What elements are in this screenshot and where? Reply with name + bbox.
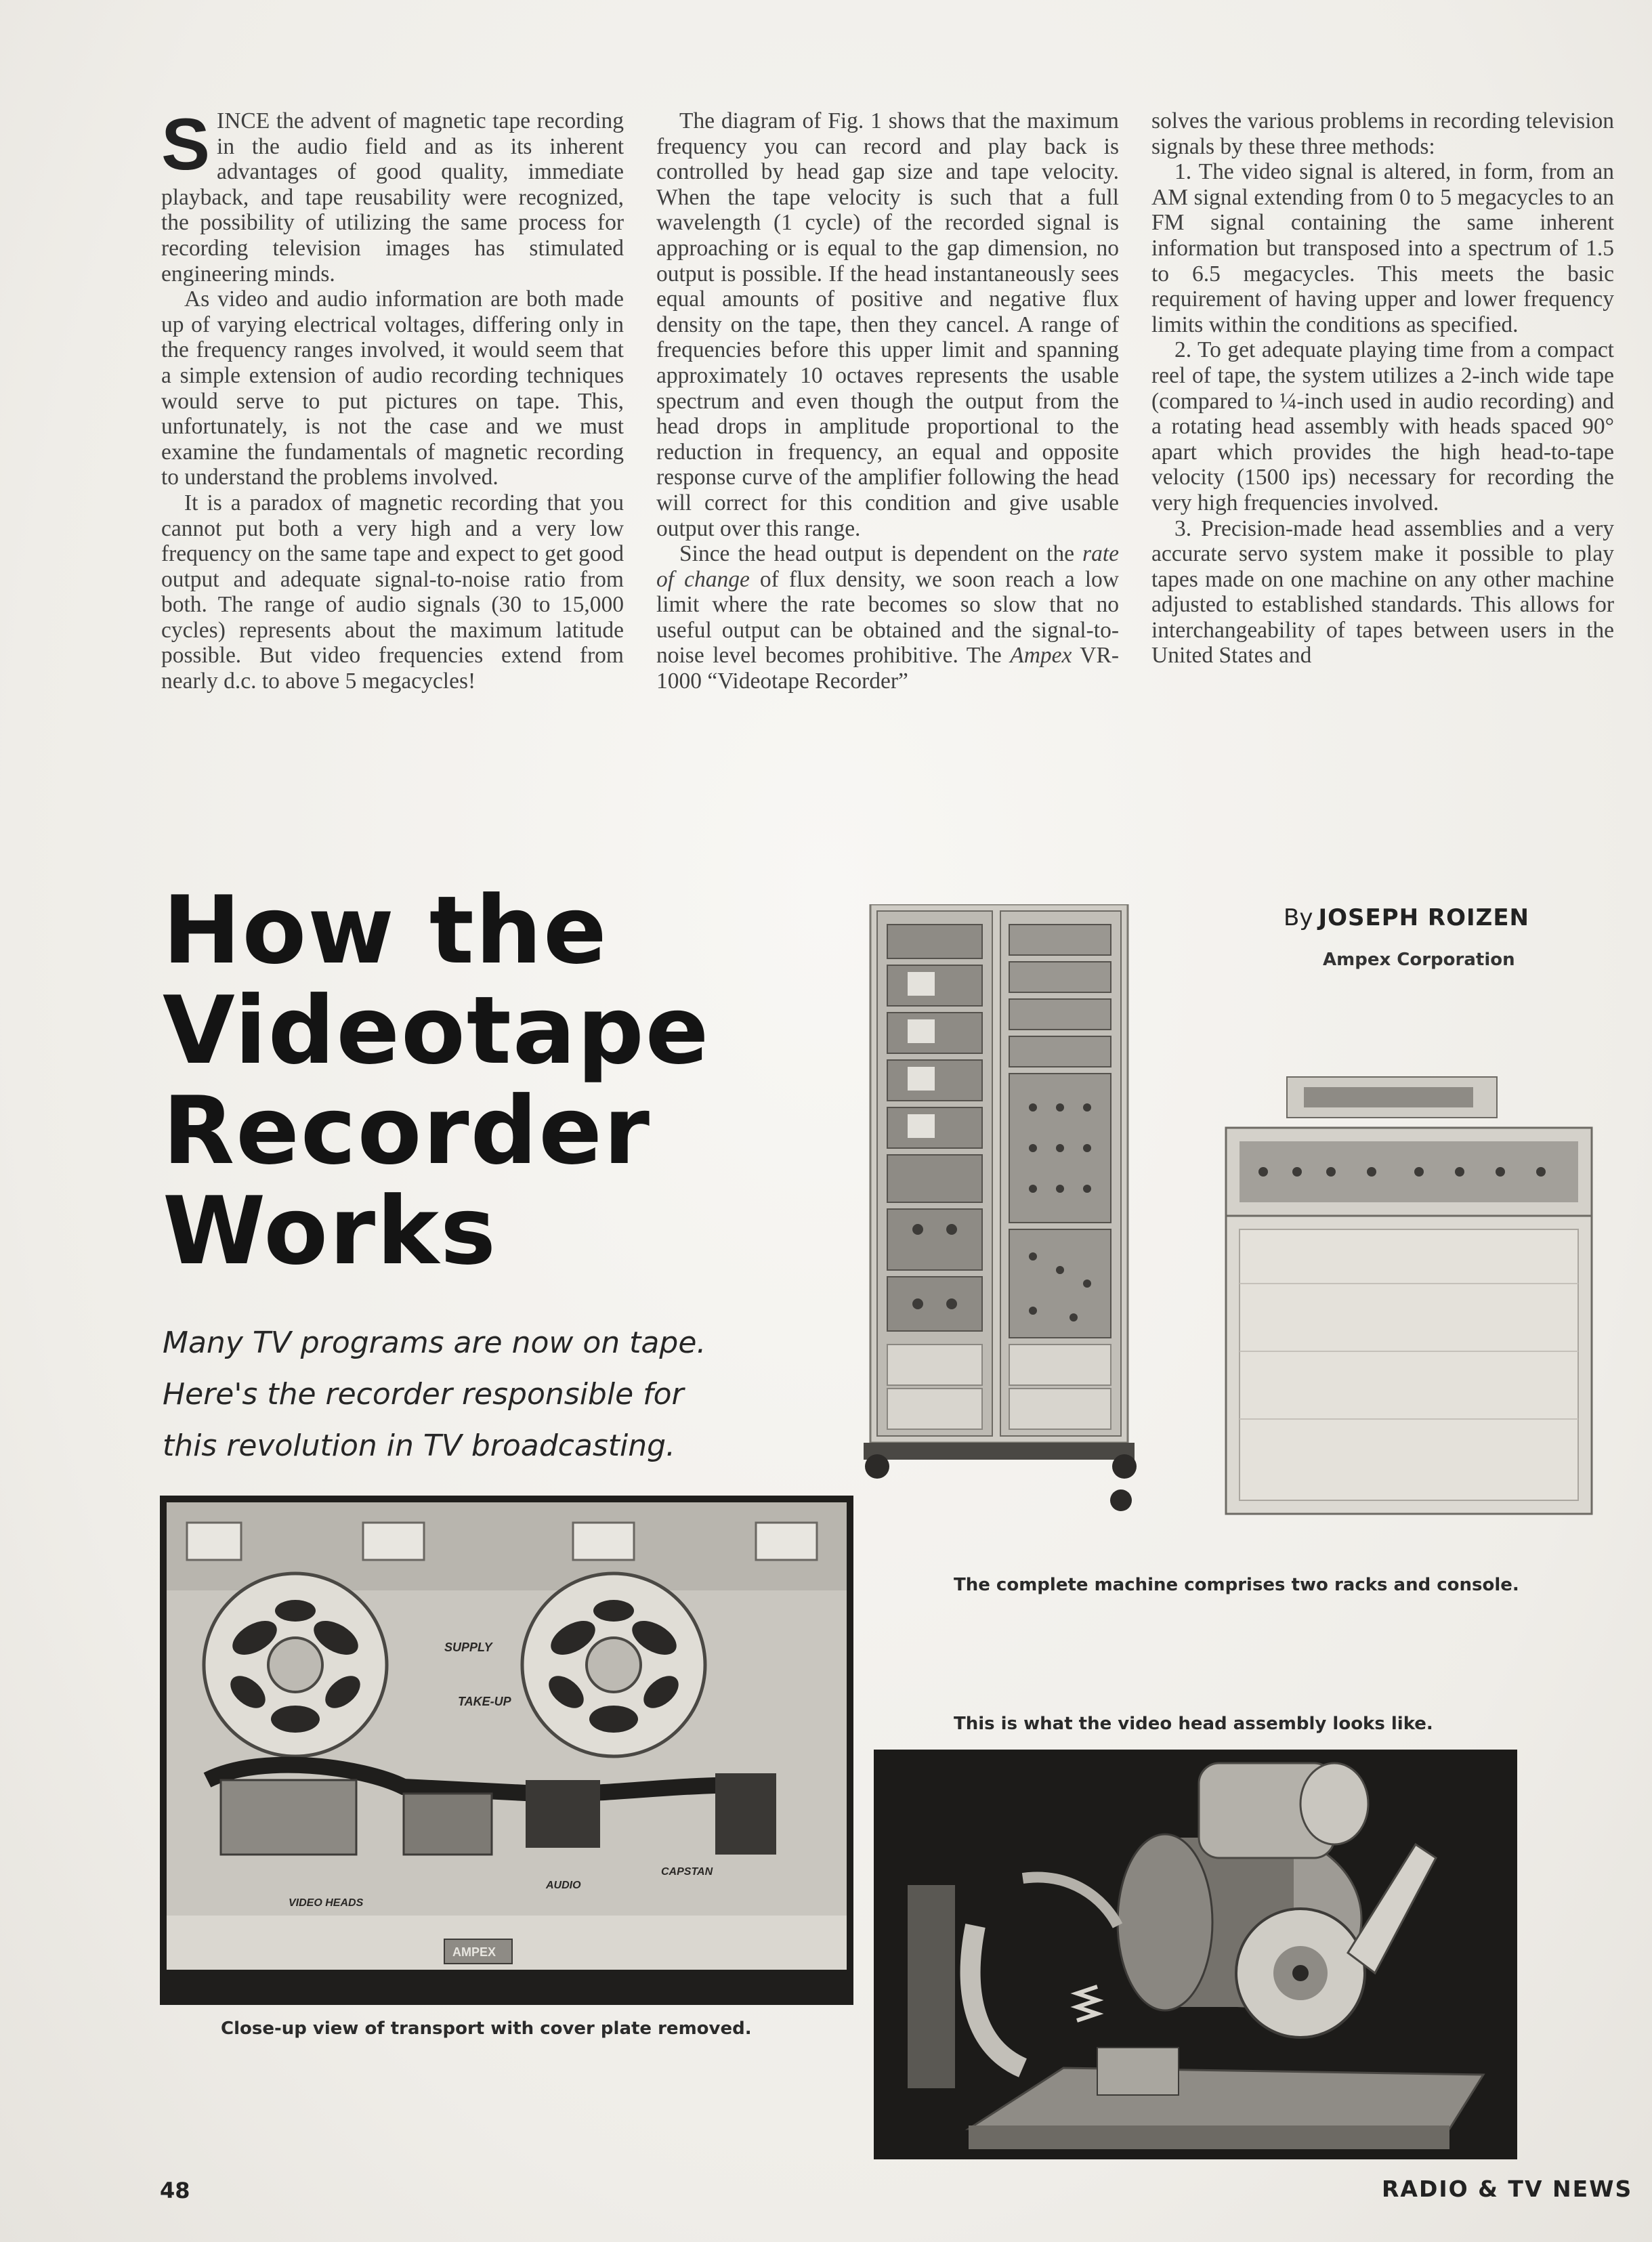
dek-line-2: Here's the recorder responsible for <box>163 1377 684 1412</box>
article-headline <box>163 876 772 1286</box>
article-column-1 <box>161 103 624 694</box>
transport-photo <box>160 1496 853 2005</box>
col2-p2-emphasis: rate of change <box>656 541 1120 592</box>
label-video-heads: VIDEO HEADS <box>289 1897 364 1909</box>
article-dek <box>163 1317 718 1472</box>
byline-by: By <box>1284 904 1313 931</box>
col2-p2-text-c: VR-1000 “Videotape Recorder” <box>656 643 1119 694</box>
col2-paragraph-2 <box>656 541 1119 694</box>
col2-p2-brand: Ampex <box>1010 643 1072 669</box>
label-brand: AMPEX <box>452 1945 496 1959</box>
col1-paragraph-3: It is a paradox of magnetic recording that you cannot put both a very high and a very low frequency on the same tape and expect to get good output and adequate signal-to-noise ratio from both. The range of audio signals (30 to 15,000 cycles) represents about the maximum latitude possible. But video frequencies extend from nearly d.c. to above 5 megacycles! <box>161 490 624 694</box>
headline-line-2: Videotape <box>163 976 711 1085</box>
col3-paragraph-3: 2. To get adequate playing time from a compact reel of tape, the system utilizes a 2-inch wide tape (compared to ¼-inch used in audio recording) and a rotating head assembly with heads spaced 90° apart which provides the high head-to-tape velocity (1500 ips) necessary for recording the very high frequencies involved. <box>1151 337 1614 515</box>
label-capstan: CAPSTAN <box>661 1866 713 1878</box>
col2-p2-text-a: Since the head output is dependent on the <box>679 541 1074 567</box>
col3-paragraph-2: 1. The video signal is altered, in form, from an AM signal extending from 0 to 5 megacycles to an FM signal containing the same inherent information but transposed into a spectrum of 1.5 to 6.5 megacycles. This meets the basic requirement of having upper and lower frequency limits within the conditions as specified. <box>1151 159 1614 337</box>
col3-paragraph-1: solves the various problems in recording television signals by these three methods: <box>1151 108 1614 159</box>
col2-paragraph-1: The diagram of Fig. 1 shows that the maximum frequency you can record and play back is controlled by head gap size and tape velocity. When the tape velocity is such that a full wavelength (1 cycle) of the recorded signal is approaching or is equal to the gap dimension, no output is possible. If the head instantaneously sees equal amounts of positive and negative flux density on the tape, then they cancel. A range of frequencies before this upper limit and spanning approximately 10 octaves represents the usable spectrum and even though the output from the head drops in amplitude proportional to the reduction in frequency, an equal and opposite response curve of the amplifier following the head will correct for this condition and give usable output over this range. <box>656 108 1119 541</box>
label-takeup: TAKE-UP <box>458 1695 511 1708</box>
caption-transport: Close-up view of transport with cover plate removed. <box>221 2018 752 2039</box>
headline-line-4: Works <box>163 1177 498 1286</box>
page-number: 48 <box>160 2178 190 2203</box>
magazine-name: RADIO & TV NEWS <box>1382 2176 1633 2202</box>
col2-p2-text-b: of flux density, we soon reach a low limit where the rate becomes so slow that no useful output can be obtained and the signal-to-noise level becomes prohibitive. The <box>656 566 1120 669</box>
article-column-3 <box>1151 108 1614 669</box>
byline-author: JOSEPH ROIZEN <box>1318 904 1529 931</box>
col3-paragraph-4: 3. Precision-made head assemblies and a very accurate servo system make it possible to play tapes made on one machine on any other machine adjusted to established standards. This allows for interchangeability of tapes between users in the United States and <box>1151 515 1614 669</box>
headline-line-3: Recorder <box>163 1076 651 1185</box>
caption-head: This is what the video head assembly looks like. <box>954 1714 1433 1734</box>
col1-paragraph-1 <box>161 103 624 287</box>
head-assembly-photo <box>874 1750 1517 2159</box>
dek-line-3: this revolution in TV broadcasting. <box>163 1429 676 1463</box>
headline-line-1: How the <box>163 876 608 985</box>
drop-cap: S <box>161 103 211 185</box>
byline-affiliation: Ampex Corporation <box>1323 950 1515 970</box>
col1-paragraph-2: As video and audio information are both made up of varying electrical voltages, differing only in the frequency ranges involved, it would seem that a simple extension of audio recording techniques would serve to put pictures on tape. This, unfortunately, is not the case and we must examine the fundamentals of magnetic recording to understand the problems involved. <box>161 287 624 490</box>
col1-p1-text: INCE the advent of magnetic tape recording in the audio field and as its inherent advantages of good quality, immediate playback, and tape reusability were recognized, the possibility of utilizing the same process for recording television images has stimulated engineering minds. <box>161 108 624 287</box>
label-supply: SUPPLY <box>444 1641 492 1654</box>
machine-photo <box>857 904 1602 1534</box>
label-audio: AUDIO <box>546 1880 581 1891</box>
dek-line-1: Many TV programs are now on tape. <box>163 1326 706 1360</box>
caption-machine: The complete machine comprises two racks and console. <box>954 1575 1519 1595</box>
article-column-2 <box>656 108 1119 694</box>
